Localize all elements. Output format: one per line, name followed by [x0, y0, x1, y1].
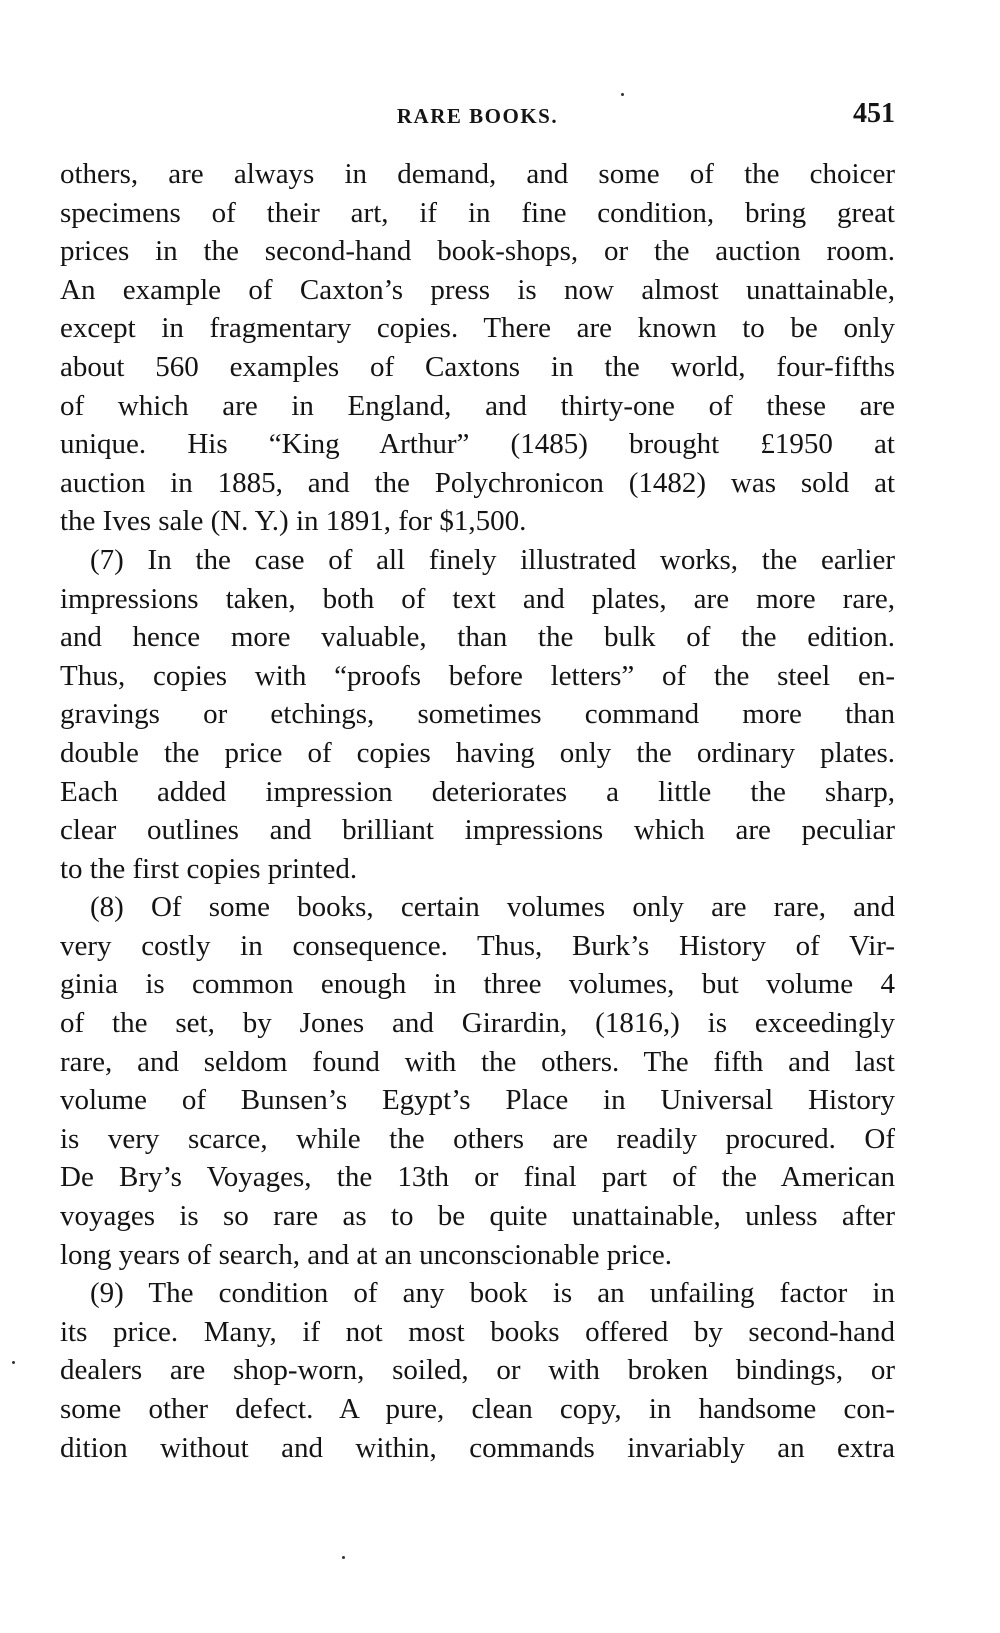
- text-line: dition without and within, commands invariably an extra: [60, 1431, 895, 1464]
- text-line: about 560 examples of Caxtons in the world, four-fifths: [60, 350, 895, 383]
- print-speck: [621, 93, 624, 96]
- text-line: An example of Caxton’s press is now almost unattainable,: [60, 273, 895, 306]
- text-line: and hence more valuable, than the bulk of the edition.: [60, 621, 895, 654]
- print-speck: [12, 1361, 15, 1364]
- text-line: De Bry’s Voyages, the 13th or final part of the American: [60, 1161, 895, 1194]
- text-line: auction in 1885, and the Polychronicon (1482) was sold at: [60, 466, 895, 499]
- text-line: dealers are shop-worn, soiled, or with broken bindings, or: [60, 1354, 895, 1387]
- text-line: prices in the second-hand book-shops, or the auction room.: [60, 235, 895, 268]
- text-line: to the first copies printed.: [60, 852, 358, 885]
- text-line: (8) Of some books, certain volumes only are rare, and: [90, 891, 895, 924]
- text-line: volume of Bunsen’s Egypt’s Place in Universal History: [60, 1084, 895, 1117]
- text-line: Thus, copies with “proofs before letters” of the steel en-: [60, 659, 895, 692]
- text-line: except in fragmentary copies. There are known to be only: [60, 312, 895, 345]
- text-line: its price. Many, if not most books offered by second-hand: [60, 1315, 895, 1348]
- text-line: of which are in England, and thirty-one of these are: [60, 389, 895, 422]
- text-line: ginia is common enough in three volumes, but volume 4: [60, 968, 895, 1001]
- text-line: some other defect. A pure, clean copy, in handsome con-: [60, 1393, 895, 1425]
- running-title: RARE BOOKS.: [396, 104, 559, 128]
- page-number: 451: [853, 98, 895, 129]
- text-line: is very scarce, while the others are readily procured. Of: [60, 1122, 895, 1155]
- text-line: long years of search, and at an unconscionable price.: [60, 1238, 672, 1271]
- running-head: [60, 98, 895, 138]
- text-line: Each added impression deteriorates a little the sharp,: [60, 775, 895, 808]
- text-line: impressions taken, both of text and plates, are more rare,: [60, 582, 895, 615]
- text-line: of the set, by Jones and Girardin, (1816,) is exceedingly: [60, 1007, 895, 1040]
- body-text: [60, 155, 895, 1467]
- text-line: unique. His “King Arthur” (1485) brought £1950 at: [60, 428, 895, 461]
- text-line: double the price of copies having only the ordinary plates.: [60, 736, 895, 769]
- text-line: (7) In the case of all finely illustrated works, the earlier: [90, 543, 895, 576]
- text-line: others, are always in demand, and some of the choicer: [60, 158, 895, 190]
- text-line: clear outlines and brilliant impressions which are peculiar: [60, 814, 895, 847]
- text-line: specimens of their art, if in fine condition, bring great: [60, 196, 895, 229]
- text-line: gravings or etchings, sometimes command more than: [60, 698, 895, 731]
- text-line: very costly in consequence. Thus, Burk’s History of Vir-: [60, 929, 895, 962]
- text-line: (9) The condition of any book is an unfailing factor in: [90, 1277, 895, 1310]
- print-speck: [342, 1556, 345, 1559]
- text-line: the Ives sale (N. Y.) in 1891, for $1,500.: [60, 505, 527, 538]
- text-line: voyages is so rare as to be quite unattainable, unless after: [60, 1200, 895, 1233]
- text-line: rare, and seldom found with the others. The fifth and last: [60, 1045, 895, 1078]
